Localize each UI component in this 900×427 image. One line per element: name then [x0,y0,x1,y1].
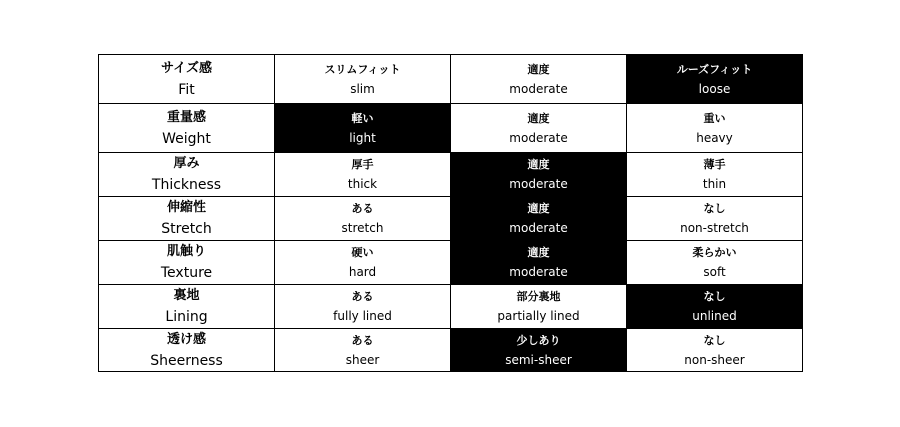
option-en: thin [702,177,727,191]
option-jp: 適度 [527,158,550,171]
label-jp: 重量感 [166,109,206,125]
option-en: soft [703,265,726,279]
option-en: moderate [509,221,568,235]
label-en: Weight [162,130,211,147]
option-en: non-stretch [680,221,749,235]
table-row-sheerness [99,329,803,372]
option-weight-light [275,104,451,153]
option-jp: なし [703,333,726,347]
label-jp: サイズ感 [161,60,212,76]
option-jp: なし [703,202,726,215]
option-jp: 適度 [527,202,550,215]
option-sheerness-sheer [275,329,451,372]
option-sheerness-semi-sheer [451,329,627,372]
option-lining-unlined [627,285,803,329]
label-en: Sheerness [150,352,223,369]
option-jp: ルーズフィット [676,62,753,76]
label-en: Lining [165,309,208,325]
option-jp: 軽い [351,111,374,125]
option-en: stretch [341,221,384,235]
table-row-fit [99,55,803,104]
option-en: hard [348,265,377,279]
table-row-thickness [99,153,803,197]
option-fit-loose [627,55,803,104]
table-row-stretch [99,197,803,241]
option-jp: 厚手 [351,158,374,171]
label-jp: 厚み [173,156,200,171]
label-en: Texture [160,265,213,281]
table-row-lining [99,285,803,329]
row-label-sheerness [99,329,275,372]
row-label-texture [99,241,275,285]
label-jp: 肌触り [166,244,206,259]
option-en: sheer [345,352,380,367]
label-jp: 裏地 [173,288,200,303]
option-en: unlined [692,309,737,323]
label-en: Thickness [151,177,222,193]
option-fit-moderate [451,55,627,104]
option-jp: 少しあり [516,333,561,347]
option-jp: 適度 [527,246,550,259]
table-row-weight [99,104,803,153]
option-fit-slim [275,55,451,104]
option-jp: なし [703,290,726,303]
option-weight-heavy [627,104,803,153]
option-jp: 柔らかい [692,246,737,259]
option-sheerness-non-sheer [627,329,803,372]
option-jp: 重い [703,111,726,125]
option-en: light [349,130,376,145]
option-thickness-thin [627,153,803,197]
option-en: slim [350,81,375,96]
option-thickness-moderate [451,153,627,197]
option-en: moderate [509,177,568,191]
option-thickness-thick [275,153,451,197]
label-en: Stretch [161,221,212,237]
option-weight-moderate [451,104,627,153]
option-en: non-sheer [684,352,745,367]
option-jp: 適度 [527,111,550,125]
option-en: partially lined [497,309,580,323]
option-jp: 適度 [527,62,550,76]
option-jp: ある [351,333,374,347]
label-jp: 透け感 [166,331,206,347]
option-stretch-stretch [275,197,451,241]
row-label-weight [99,104,275,153]
option-en: moderate [509,130,568,145]
row-label-thickness [99,153,275,197]
option-en: moderate [509,81,568,96]
option-jp: ある [351,290,374,303]
garment-spec-table [98,54,803,372]
label-jp: 伸縮性 [166,200,206,215]
option-en: moderate [509,265,568,279]
option-jp: ある [351,202,374,215]
row-label-stretch [99,197,275,241]
option-texture-hard [275,241,451,285]
option-en: heavy [696,130,733,145]
label-en: Fit [178,81,195,98]
option-en: loose [698,81,731,96]
option-en: semi-sheer [505,352,572,367]
option-en: fully lined [333,309,392,323]
option-lining-fully-lined [275,285,451,329]
option-en: thick [347,177,378,191]
option-jp: スリムフィット [324,62,401,76]
option-lining-partially-lined [451,285,627,329]
option-jp: 薄手 [703,158,726,171]
option-stretch-moderate [451,197,627,241]
table-row-texture [99,241,803,285]
option-jp: 部分裏地 [516,290,561,303]
option-texture-soft [627,241,803,285]
option-jp: 硬い [351,246,374,259]
row-label-lining [99,285,275,329]
row-label-fit [99,55,275,104]
option-texture-moderate [451,241,627,285]
option-stretch-non-stretch [627,197,803,241]
